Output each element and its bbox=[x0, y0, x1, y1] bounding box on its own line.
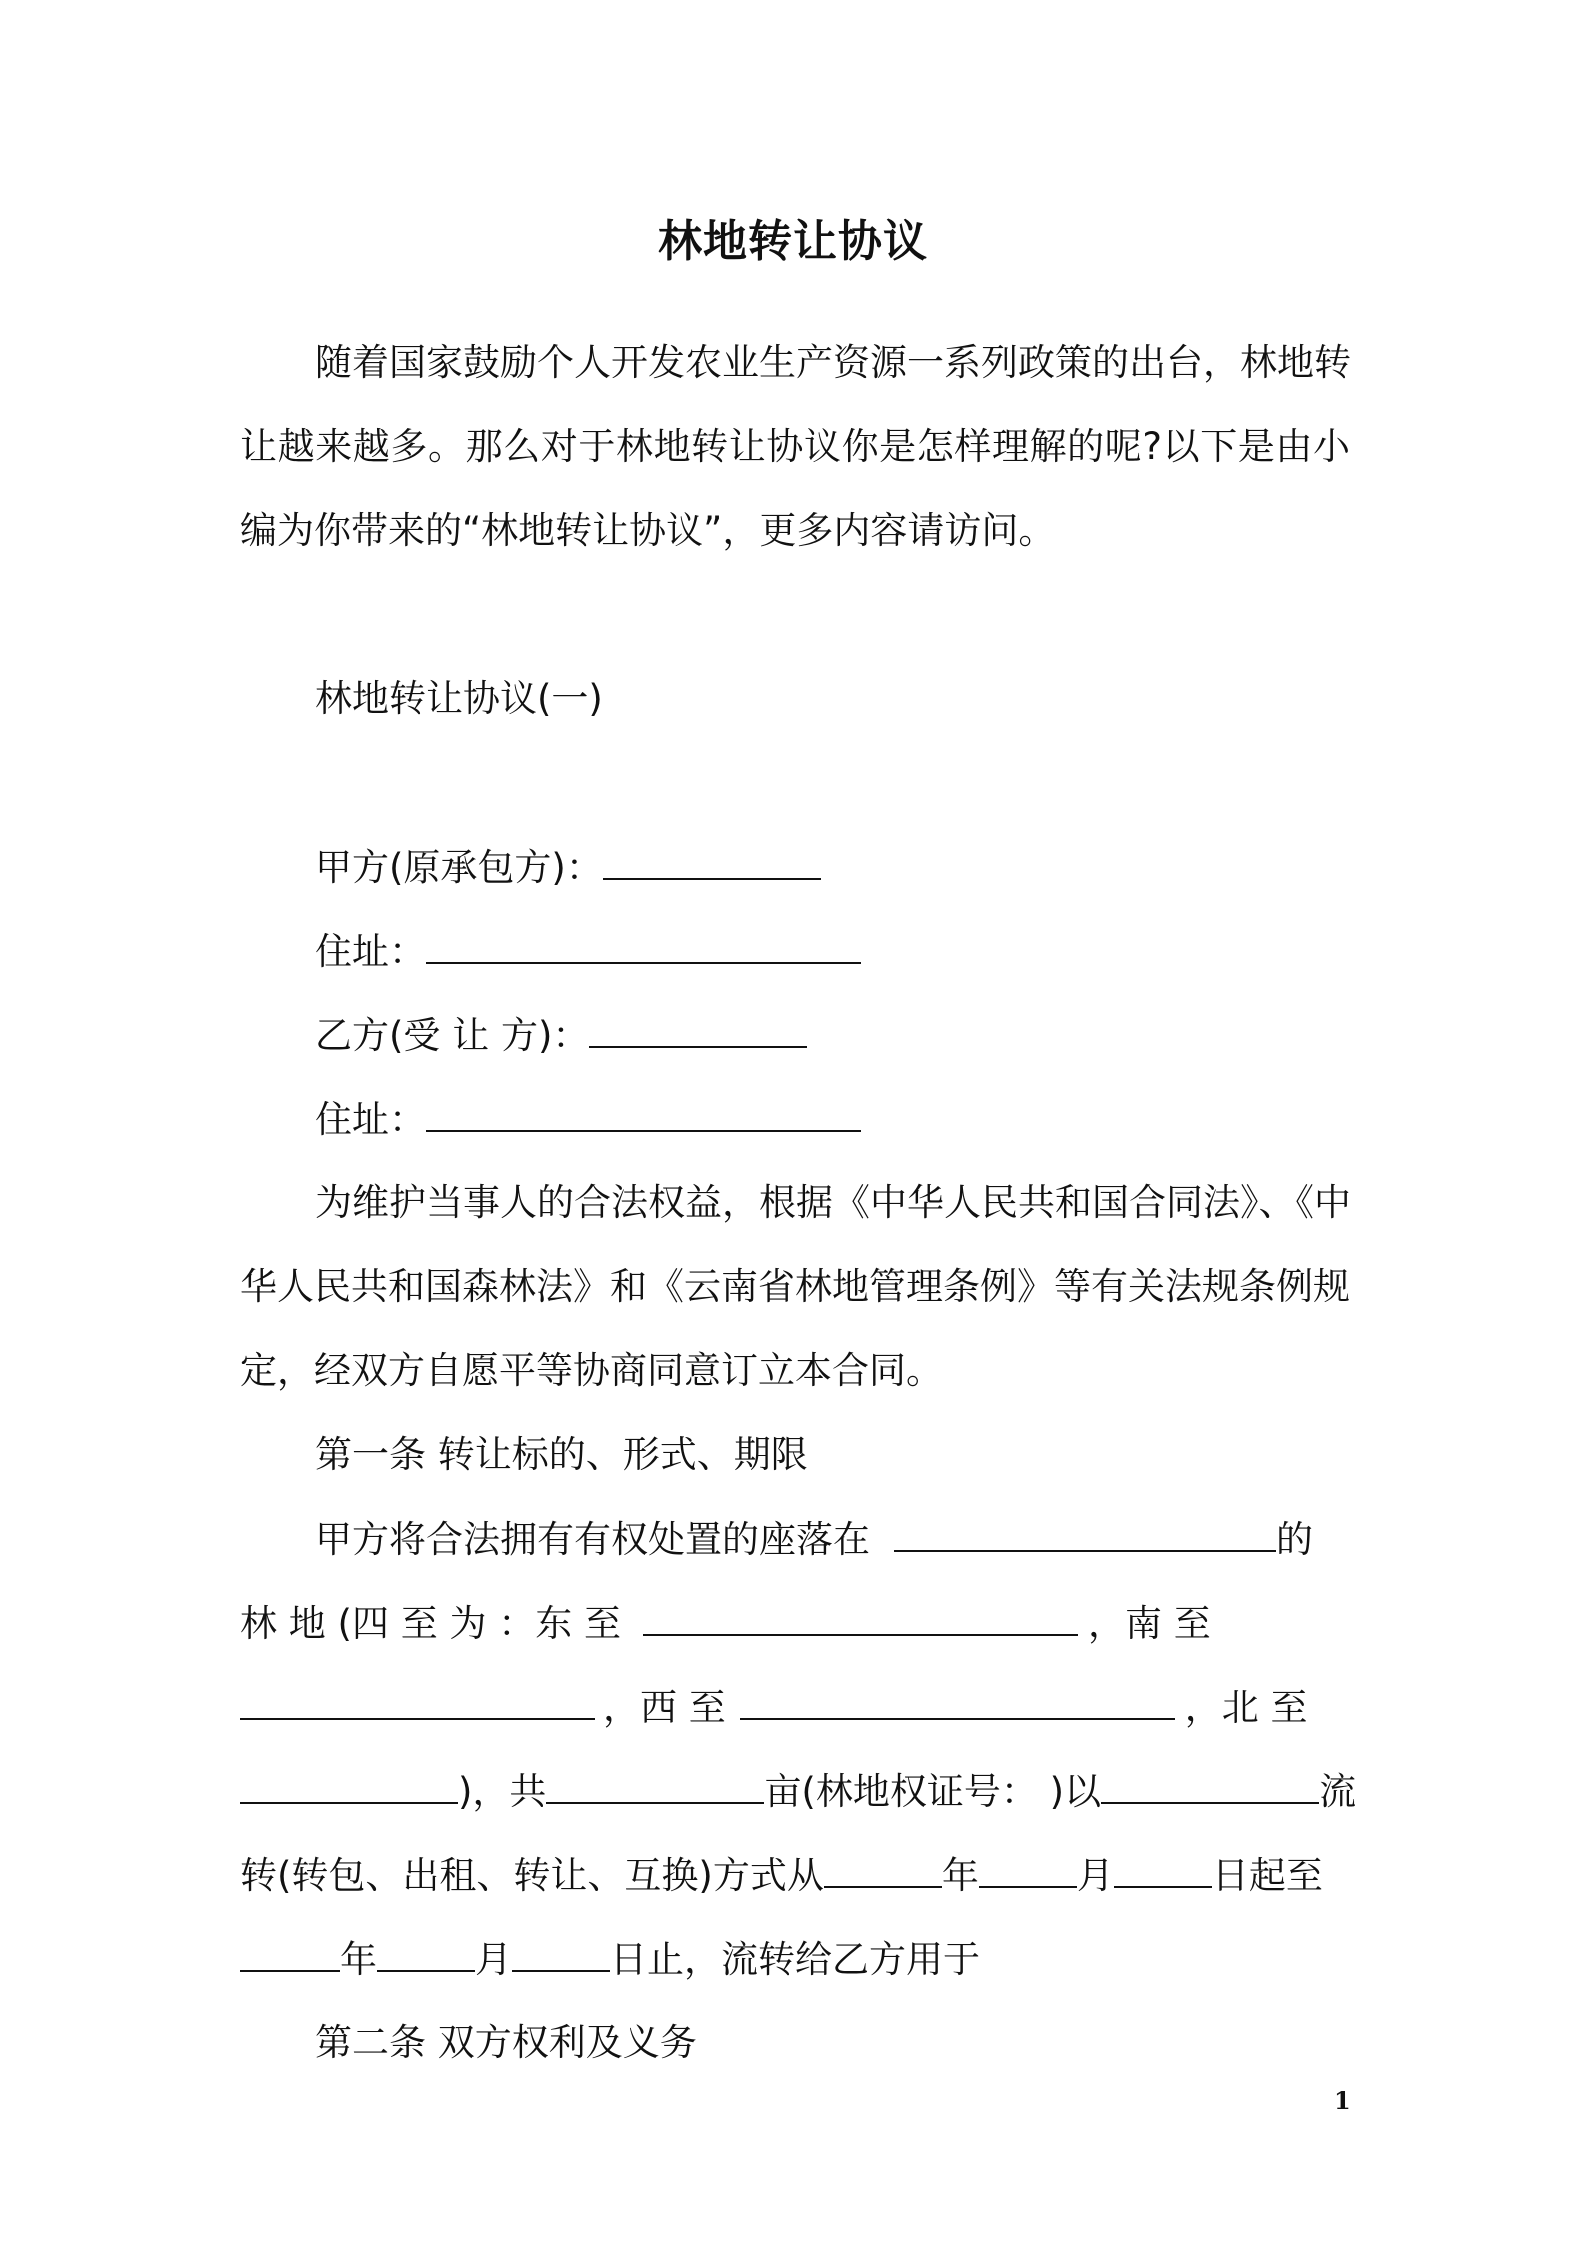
preamble-line-2: 华人民共和国森林法》和《云南省林地管理条例》等有关法规条例规 bbox=[240, 1265, 1350, 1308]
party-a-address-blank[interactable] bbox=[426, 926, 861, 964]
party-a-blank[interactable] bbox=[603, 842, 821, 880]
area-blank[interactable] bbox=[546, 1766, 764, 1804]
party-b-blank[interactable] bbox=[589, 1010, 807, 1048]
page-number: 1 bbox=[1334, 2086, 1351, 2115]
month-label: 月 bbox=[475, 1938, 512, 1981]
method-blank[interactable] bbox=[1101, 1766, 1319, 1804]
month-label: 月 bbox=[1076, 1854, 1114, 1897]
start-month-blank[interactable] bbox=[979, 1850, 1077, 1888]
year-label: 年 bbox=[941, 1854, 979, 1897]
preamble-line-1: 为维护当事人的合法权益，根据《中华人民共和国合同法》、《中 bbox=[315, 1181, 1351, 1224]
article-2-title: 第二条 双方权利及义务 bbox=[315, 2021, 697, 2064]
start-year-blank[interactable] bbox=[824, 1850, 942, 1888]
year-label: 年 bbox=[340, 1938, 377, 1981]
east-boundary-blank[interactable] bbox=[643, 1598, 1078, 1636]
article-1-text: ，北 至 bbox=[1184, 1686, 1308, 1729]
north-boundary-blank[interactable] bbox=[240, 1766, 458, 1804]
article-1-line-4 bbox=[240, 1766, 1356, 1817]
section-title: 林地转让协议(一) bbox=[315, 677, 603, 720]
day-label: 日起至 bbox=[1211, 1854, 1323, 1897]
party-b-label: 乙方(受 让 方)： bbox=[315, 1014, 590, 1057]
article-1-text: 流 bbox=[1319, 1770, 1357, 1813]
intro-line-1: 随着国家鼓励个人开发农业生产资源一系列政策的出台，林地转 bbox=[315, 341, 1351, 384]
article-1-line-1 bbox=[315, 1514, 1313, 1565]
article-1-text: 日止，流转给乙方用于 bbox=[610, 1938, 980, 1981]
party-a-label: 甲方(原承包方)： bbox=[315, 846, 603, 889]
article-1-text: 林 地 (四 至 为 ：东 至 bbox=[240, 1602, 622, 1645]
article-1-text: 甲方将合法拥有有权处置的座落在 bbox=[315, 1518, 870, 1561]
party-b-line bbox=[315, 1010, 807, 1061]
preamble-line-3: 定，经双方自愿平等协商同意订立本合同。 bbox=[240, 1349, 943, 1392]
intro-line-3: 编为你带来的“林地转让协议”，更多内容请访问。 bbox=[240, 509, 1056, 552]
article-1-text: )，共 bbox=[458, 1770, 547, 1813]
west-boundary-blank[interactable] bbox=[740, 1682, 1175, 1720]
article-1-text: ，南 至 bbox=[1088, 1602, 1211, 1645]
article-1-text: 亩(林地权证号： )以 bbox=[764, 1770, 1102, 1813]
intro-line-2: 让越来越多。那么对于林地转让协议你是怎样理解的呢?以下是由小 bbox=[240, 425, 1350, 468]
article-1-title: 第一条 转让标的、形式、期限 bbox=[315, 1433, 808, 1476]
article-1-line-2 bbox=[240, 1598, 1211, 1649]
article-1-text: 转(转包、出租、转让、互换)方式从 bbox=[240, 1854, 824, 1897]
location-blank[interactable] bbox=[894, 1514, 1276, 1552]
party-a-line bbox=[315, 842, 821, 893]
party-b-address-line bbox=[315, 1094, 861, 1145]
article-1-line-5 bbox=[240, 1850, 1323, 1901]
article-1-text: ，西 至 bbox=[603, 1686, 726, 1729]
document-title: 林地转让协议 bbox=[658, 216, 928, 267]
article-1-text: 的 bbox=[1276, 1518, 1313, 1561]
address-label: 住址： bbox=[315, 1098, 426, 1141]
article-1-line-6 bbox=[240, 1934, 980, 1985]
south-boundary-blank[interactable] bbox=[240, 1682, 595, 1720]
party-b-address-blank[interactable] bbox=[426, 1094, 861, 1132]
end-month-blank[interactable] bbox=[377, 1934, 475, 1972]
party-a-address-line bbox=[315, 926, 861, 977]
end-day-blank[interactable] bbox=[512, 1934, 610, 1972]
start-day-blank[interactable] bbox=[1114, 1850, 1212, 1888]
address-label: 住址： bbox=[315, 930, 426, 973]
end-year-blank[interactable] bbox=[240, 1934, 340, 1972]
article-1-line-3 bbox=[240, 1682, 1308, 1733]
